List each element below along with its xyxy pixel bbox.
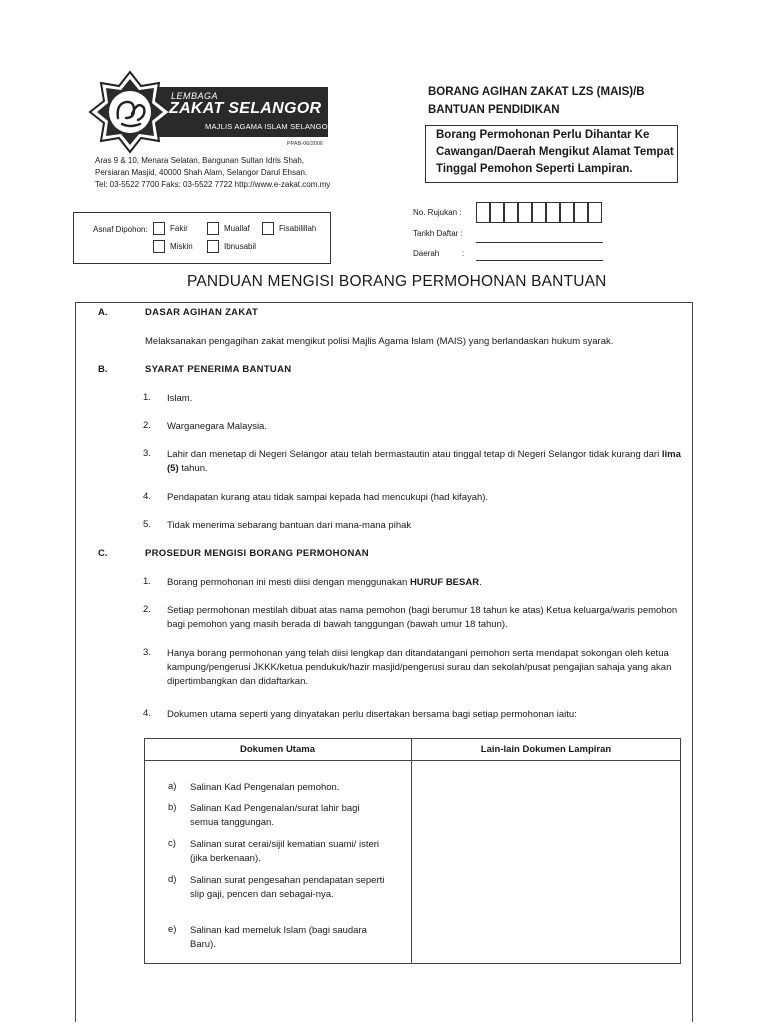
form-code: PPAB-06/2006 bbox=[287, 141, 323, 147]
c-item-number: 4. bbox=[143, 708, 151, 719]
section-b-heading: SYARAT PENERIMA BANTUAN bbox=[145, 364, 292, 375]
rujukan-cell[interactable] bbox=[504, 202, 518, 223]
rujukan-cell[interactable] bbox=[490, 202, 504, 223]
checkbox-muallaf[interactable] bbox=[207, 222, 219, 235]
checkbox-fisabilillah-label: Fisabilillah bbox=[279, 224, 317, 233]
notice-line-1: Borang Permohonan Perlu Dihantar Ke bbox=[436, 129, 650, 141]
rujukan-cell[interactable] bbox=[560, 202, 574, 223]
rujukan-cell[interactable] bbox=[476, 202, 490, 223]
b-item-number: 5. bbox=[143, 519, 151, 530]
table-header-line bbox=[144, 760, 681, 761]
section-a-text: Melaksanakan pengagihan zakat mengikut polisi Majlis Agama Islam (MAIS) yang berlandaskan hukum syarak. bbox=[145, 336, 614, 347]
section-c-letter: C. bbox=[98, 548, 108, 559]
notice-line-2: Cawangan/Daerah Mengikut Alamat Tempat bbox=[436, 146, 674, 158]
section-a-letter: A. bbox=[98, 307, 108, 318]
b-item-text-post: tahun. bbox=[178, 463, 208, 474]
daerah-label: Daerah bbox=[413, 249, 440, 258]
checkbox-miskin[interactable] bbox=[153, 240, 165, 253]
tarikh-daftar-field[interactable] bbox=[476, 242, 603, 243]
table-divider bbox=[411, 738, 412, 964]
c-item-text-pre: Borang permohonan ini mesti diisi dengan menggunakan bbox=[167, 577, 410, 588]
b-item-number: 4. bbox=[143, 491, 151, 502]
logo-subtitle: MAJLIS AGAMA ISLAM SELANGOR bbox=[205, 122, 334, 131]
rujukan-cell[interactable] bbox=[518, 202, 532, 223]
checkbox-fakir-label: Fakir bbox=[170, 224, 188, 233]
doc-item-text: Salinan Kad Pengenalan pemohon. bbox=[190, 782, 340, 793]
lzs-logo-star-icon bbox=[88, 70, 172, 154]
b-item-text bbox=[167, 448, 685, 476]
table-header-lain-lain: Lain-lain Dokumen Lampiran bbox=[480, 744, 612, 755]
c-item-number: 1. bbox=[143, 576, 151, 587]
rujukan-cell[interactable] bbox=[588, 202, 602, 223]
notice-line-3: Tinggal Pemohon Seperti Lampiran. bbox=[436, 163, 633, 175]
c-item-text bbox=[167, 576, 685, 590]
b-item-text: Islam. bbox=[167, 393, 193, 404]
b-item-text: Pendapatan kurang atau tidak sampai kepada had mencukupi (had kifayah). bbox=[167, 492, 489, 503]
doc-item-letter: c) bbox=[168, 838, 176, 849]
table-header-dokumen-utama: Dokumen Utama bbox=[240, 744, 315, 755]
form-title-line-2: BANTUAN PENDIDIKAN bbox=[428, 104, 560, 116]
rujukan-cell[interactable] bbox=[574, 202, 588, 223]
doc-item-text: Salinan surat cerai/sijil kematian suami/ isteri (jika berkenaan). bbox=[190, 839, 380, 864]
section-b-letter: B. bbox=[98, 364, 108, 375]
checkbox-fakir[interactable] bbox=[153, 222, 165, 235]
checkbox-miskin-label: Miskin bbox=[170, 242, 193, 251]
b-item-text-pre: Lahir dan menetap di Negeri Selangor atau telah bermastautin atau tinggal tetap di Negeri Selangor tidak kurang dari bbox=[167, 449, 662, 460]
c-item-number: 3. bbox=[143, 647, 151, 658]
address-line-3: Tel: 03-5522 7700 Faks: 03-5522 7722 http://www.e-zakat.com.my bbox=[95, 180, 331, 189]
doc-item-letter: b) bbox=[168, 802, 177, 813]
c-item-text-post: . bbox=[479, 577, 482, 588]
asnaf-box bbox=[73, 212, 331, 264]
logo-lembaga-text: LEMBAGA bbox=[171, 91, 219, 101]
c-item-text: Hanya borang permohonan yang telah diisi lengkap dan ditandatangani pemohon serta mendapat sokongan oleh ketua kampung/pengerusi JKKK/ketua pendukuk/hazir masjid/pengerusi surau dan sekolah/pusat pengajian sahaja yang akan dipertimbangkan dan didaftarkan. bbox=[167, 648, 672, 687]
rujukan-cell[interactable] bbox=[546, 202, 560, 223]
tarikh-daftar-label: Tarikh Daftar : bbox=[413, 229, 463, 238]
c-item-number: 2. bbox=[143, 604, 151, 615]
doc-item-text: Salinan Kad Pengenalan/surat lahir bagi semua tanggungan. bbox=[190, 803, 360, 828]
b-item-number: 1. bbox=[143, 392, 151, 403]
doc-item-text: Salinan kad memeluk Islam (bagi saudara Baru). bbox=[190, 925, 367, 950]
doc-item-text: Salinan surat pengesahan pendapatan seperti slip gaji, pencen dan sebagai-nya. bbox=[190, 875, 385, 900]
logo-title: ZAKAT SELANGOR bbox=[169, 100, 322, 117]
b-item-text: Tidak menerima sebarang bantuan dari mana-mana pihak bbox=[167, 520, 412, 531]
checkbox-fisabilillah[interactable] bbox=[262, 222, 274, 235]
b-item-text-bold: lima (5) bbox=[167, 449, 681, 474]
checkbox-ibnusabil[interactable] bbox=[207, 240, 219, 253]
c-item-text: Setiap permohonan mestilah dibuat atas nama pemohon (bagi berumur 18 tahun ke atas) Ketua keluarga/waris pemohon bagi pemohon yang masih berada di bawah tanggungan (bawah umur 18 tahun). bbox=[167, 605, 678, 630]
doc-item-letter: e) bbox=[168, 924, 177, 935]
b-item-number: 2. bbox=[143, 420, 151, 431]
section-c-heading: PROSEDUR MENGISI BORANG PERMOHONAN bbox=[145, 548, 369, 559]
b-item-number: 3. bbox=[143, 448, 151, 459]
daerah-colon: : bbox=[462, 249, 465, 258]
b-item-text: Warganegara Malaysia. bbox=[167, 421, 267, 432]
page-title: PANDUAN MENGISI BORANG PERMOHONAN BANTUAN bbox=[187, 273, 607, 290]
form-title-line-1: BORANG AGIHAN ZAKAT LZS (MAIS)/B bbox=[428, 86, 645, 98]
address-line-2: Persiaran Masjid, 40000 Shah Alam, Selangor Darul Ehsan. bbox=[95, 168, 308, 177]
rujukan-cell[interactable] bbox=[532, 202, 546, 223]
checkbox-ibnusabil-label: Ibnusabil bbox=[224, 242, 257, 251]
c-item-text: Dokumen utama seperti yang dinyatakan perlu disertakan bersama bagi setiap permohonan iaitu: bbox=[167, 709, 577, 720]
checkbox-muallaf-label: Muallaf bbox=[224, 224, 250, 233]
section-a-heading: DASAR AGIHAN ZAKAT bbox=[145, 307, 259, 318]
asnaf-label: Asnaf Dipohon: bbox=[93, 225, 148, 234]
daerah-field[interactable] bbox=[476, 260, 603, 261]
doc-item-letter: a) bbox=[168, 781, 177, 792]
no-rujukan-label: No. Rujukan : bbox=[413, 208, 462, 217]
doc-item-letter: d) bbox=[168, 874, 177, 885]
address-line-1: Aras 9 & 10, Menara Selatan, Bangunan Sultan Idris Shah, bbox=[95, 156, 305, 165]
c-item-text-bold: HURUF BESAR bbox=[409, 577, 480, 588]
